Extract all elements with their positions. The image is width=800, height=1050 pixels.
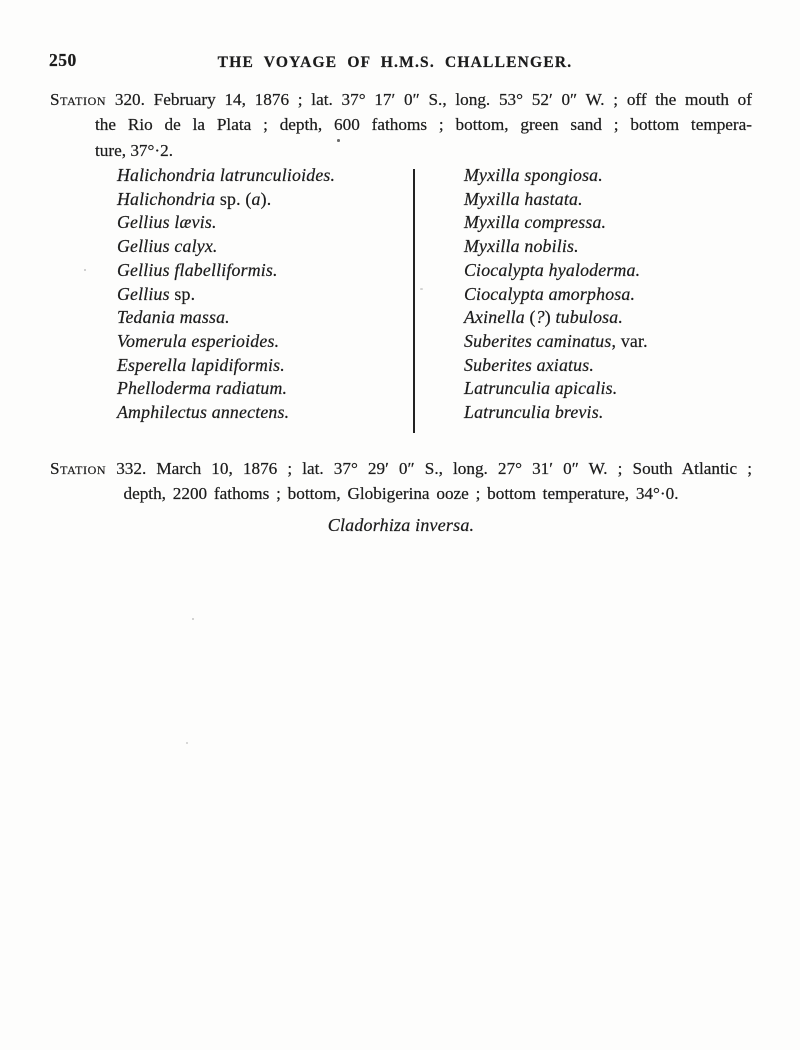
scan-speck <box>186 742 188 744</box>
species-item: Halichondria sp. (a). <box>117 188 272 209</box>
species-item: Latrunculia brevis. <box>464 402 604 423</box>
scan-speck <box>192 618 194 620</box>
station-label: Station <box>50 90 107 109</box>
scan-speck <box>84 269 86 271</box>
station-label: Station <box>50 459 107 478</box>
species-column-right <box>464 164 648 425</box>
species-item: Gellius flabelliformis. <box>117 259 278 280</box>
species-item: Suberites caminatus, var. <box>464 330 648 351</box>
species-item: Halichondria latrunculioides. <box>117 165 336 185</box>
scan-speck <box>420 288 423 290</box>
species-column-left <box>117 164 335 425</box>
species-item: Vomerula esperioides. <box>117 330 280 351</box>
species-item: Myxilla nobilis. <box>464 236 579 257</box>
paragraph-line: depth, 2200 fathoms ; bottom, Globigerina ooze ; bottom temperature, 34°·0. <box>123 484 679 504</box>
species-item: Myxilla hastata. <box>464 188 583 209</box>
species-list <box>0 164 800 436</box>
species-item: Gellius calyx. <box>117 236 218 257</box>
paragraph-line <box>50 87 752 112</box>
species-item: Phelloderma radiatum. <box>117 378 288 399</box>
species-item: Suberites axiatus. <box>464 354 595 375</box>
species-item: Cladorhiza inversa. <box>327 515 475 535</box>
species-item: Esperella lapidiformis. <box>117 354 285 375</box>
species-item: Gellius sp. <box>117 283 196 304</box>
species-item: Myxilla compressa. <box>464 212 607 233</box>
column-divider-rule <box>413 169 415 433</box>
station-332-line1: 332. March 10, 1876 ; lat. 37° 29′ 0″ S., long. 27° 31′ 0″ W. ; South Atlantic ; <box>106 459 752 478</box>
species-item: Gellius lævis. <box>117 212 217 233</box>
station-320-entry <box>50 87 752 163</box>
page-number: 250 <box>49 50 77 70</box>
station-332-entry <box>50 456 752 507</box>
station-320-line1: 320. February 14, 1876 ; lat. 37° 17′ 0″ S., long. 53° 52′ 0″ W. ; off the mouth of <box>106 90 752 109</box>
paragraph-line: the Rio de la Plata ; depth, 600 fathoms ; bottom, green sand ; bottom tempera- <box>95 115 752 135</box>
paragraph-line: ture, 37°·2. <box>95 140 173 160</box>
species-item: Ciocalypta amorphosa. <box>464 283 636 304</box>
species-item: Axinella (?) tubulosa. <box>464 307 624 328</box>
species-item: Amphilectus annectens. <box>117 402 290 423</box>
scan-speck <box>337 139 340 142</box>
paragraph-line <box>50 456 752 481</box>
species-item: Latrunculia apicalis. <box>464 378 618 399</box>
species-item: Myxilla spongiosa. <box>464 165 603 185</box>
species-item: Ciocalypta hyaloderma. <box>464 259 641 280</box>
species-item: Tedania massa. <box>117 307 230 328</box>
running-title: THE VOYAGE OF H.M.S. CHALLENGER. <box>217 54 573 71</box>
